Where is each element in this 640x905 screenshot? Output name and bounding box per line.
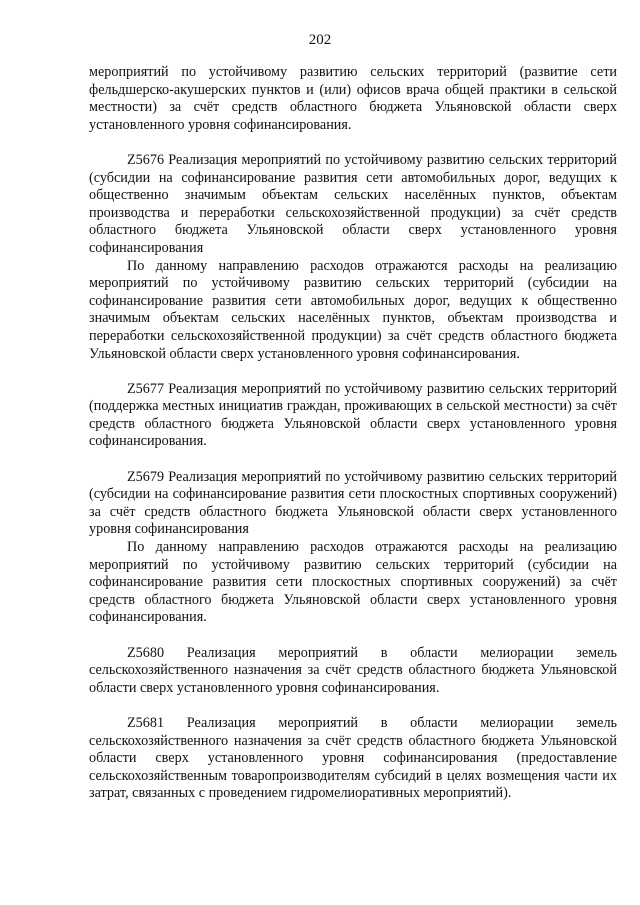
paragraph-z5681: Z5681 Реализация мероприятий в области мелиорации земель сельскохозяйственного назначения за счёт средств областного бюджета Ульяновской области сверх установленного уровня софинансирования (предоставление сельскохозяйственным товаропроизводителям субсидий в целях возмещения части их затрат, связанных с проведением гидромелиоративных мероприятий). bbox=[89, 714, 617, 802]
paragraph-z5676-note: По данному направлению расходов отражаются расходы на реализацию мероприятий по устойчивому развитию сельских территорий (субсидии на софинансирование развития сети автомобильных дорог, ведущих к общественно значимым объектам сельских населённых пунктов, объектам производства и переработки сельскохозяйственной продукции) за счёт средств областного бюджета Ульяновской области сверх установленного уровня софинансирования. bbox=[89, 257, 617, 362]
paragraph-z5679: Z5679 Реализация мероприятий по устойчивому развитию сельских территорий (субсидии на софинансирование развития сети плоскостных спортивных сооружений) за счёт средств областного бюджета Ульяновской области сверх установленного уровня софинансирования bbox=[89, 468, 617, 538]
page-number: 202 bbox=[308, 32, 332, 48]
paragraph-z5679-note: По данному направлению расходов отражаются расходы на реализацию мероприятий по устойчивому развитию сельских территорий (субсидии на софинансирование развития сети плоскостных спортивных сооружений) за счёт средств областного бюджета Ульяновской области сверх установленного уровня софинансирования. bbox=[89, 539, 617, 626]
paragraph-z5677: Z5677 Реализация мероприятий по устойчивому развитию сельских территорий (поддержка местных инициатив граждан, проживающих в сельской местности) за счёт средств областного бюджета Ульяновской области сверх установленного уровня софинансирования. bbox=[89, 380, 617, 450]
paragraph-z5680: Z5680 Реализация мероприятий в области мелиорации земель сельскохозяйственного назначения за счёт средств областного бюджета Ульяновской области сверх установленного уровня софинансирования. bbox=[89, 644, 617, 696]
paragraph-intro: мероприятий по устойчивому развитию сельских территорий (развитие сети фельдшерско-акушерских пунктов и (или) офисов врача общей практики в сельской местности) за счёт средств областного бюджета Ульяновской области сверх установленного уровня софинансирования. bbox=[89, 64, 617, 133]
document-body bbox=[89, 64, 617, 803]
paragraph-z5676: Z5676 Реализация мероприятий по устойчивому развитию сельских территорий (субсидии на софинансирование развития сети автомобильных дорог, ведущих к общественно значимым объектам сельских населённых пунктов, объектам производства и переработки сельскохозяйственной продукции) за счёт средств областного бюджета Ульяновской области сверх установленного уровня софинансирования bbox=[89, 151, 617, 256]
